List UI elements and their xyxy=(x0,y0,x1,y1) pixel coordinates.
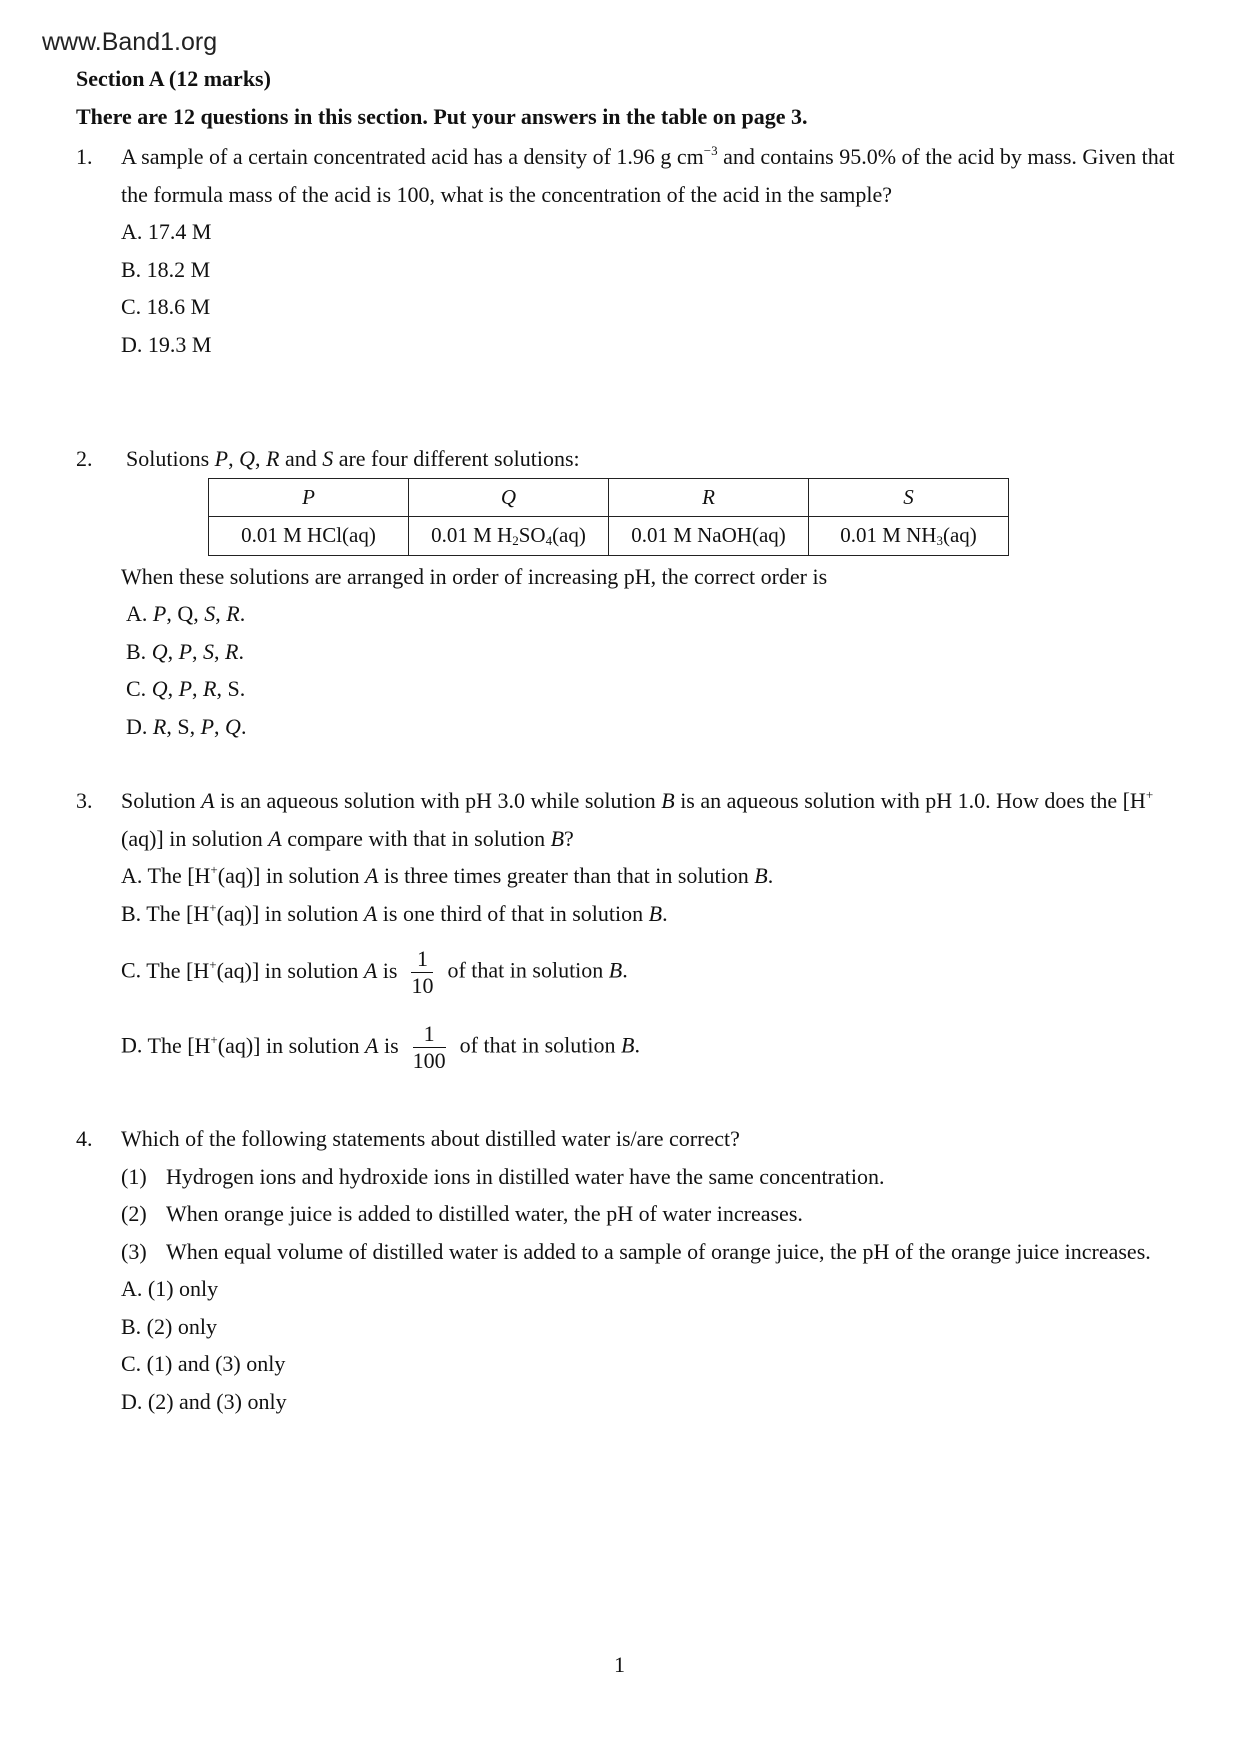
question-number: 2. xyxy=(76,446,93,471)
table-cell: 0.01 M HCl(aq) xyxy=(209,517,409,556)
option-b: B. 18.2 M xyxy=(121,256,211,282)
table-header-row xyxy=(209,478,1009,517)
section-title: Section A (12 marks) xyxy=(76,66,271,91)
option-c: C. (1) and (3) only xyxy=(121,1351,286,1376)
question-number: 3. xyxy=(76,788,93,813)
solutions-table xyxy=(208,478,1009,556)
table-cell: 0.01 M $H_2SO_4(aq)$ xyxy=(409,517,609,556)
table-header: P xyxy=(209,478,409,517)
options xyxy=(121,857,1186,1074)
option-d: D. The [H+(aq)] in solution A is $\frac{1}{100}$ of that in solution B. xyxy=(121,1021,640,1073)
option-b: B. (2) only xyxy=(121,1313,217,1339)
fraction: $\frac{1}{100}$ xyxy=(412,1021,446,1073)
page-number: 1 xyxy=(614,1652,625,1677)
fraction: $\frac{1}{10}$ xyxy=(411,946,434,998)
question-3 xyxy=(76,782,1186,1074)
option-c: C. Q, P, R, S. xyxy=(126,676,246,701)
table-header: S xyxy=(809,478,1009,517)
option-c: C. 18.6 M xyxy=(121,294,211,319)
section-instructions: There are 12 questions in this section. Put your answers in the table on page 3. xyxy=(76,104,808,129)
option-a: A. The [H+(aq)] in solution A is three times greater than that in solution B. xyxy=(121,862,774,888)
option-d: D. 19.3 M xyxy=(121,331,212,357)
options xyxy=(126,595,1186,745)
statement-3: (3) When equal volume of distilled water is added to a sample of orange juice, the pH of the orange juice increases. xyxy=(121,1238,1151,1264)
question-1 xyxy=(76,138,1186,363)
question-stem: Solutions P, Q, R and S are four different solutions: xyxy=(126,446,580,471)
question-2 xyxy=(76,440,1186,745)
table-header: Q xyxy=(409,478,609,517)
option-b: B. The [H+(aq)] in solution A is one third of that in solution B. xyxy=(121,899,668,926)
option-a: A. P, Q, S, R. xyxy=(126,601,246,626)
statements xyxy=(121,1158,1186,1271)
site-watermark: www.Band1.org xyxy=(42,28,218,56)
option-a: A. (1) only xyxy=(121,1276,219,1301)
option-d: D. (2) and (3) only xyxy=(121,1388,287,1414)
question-number: 1. xyxy=(76,144,93,169)
question-stem: Solution A is an aqueous solution with pH 3.0 while solution B is an aqueous solution with pH 1.0. How does the [H+(aq)] in solution A compare with that in solution B? xyxy=(121,787,1154,851)
question-stem: Which of the following statements about distilled water is/are correct? xyxy=(121,1126,740,1151)
option-d: D. R, S, P, Q. xyxy=(126,713,247,739)
table-cell: 0.01 M NaOH(aq) xyxy=(609,517,809,556)
statement-2: (2) When orange juice is added to distilled water, the pH of water increases. xyxy=(121,1201,803,1226)
table-cell: 0.01 M $NH_3(aq)$ xyxy=(809,517,1009,556)
options xyxy=(121,1270,1186,1420)
option-a: A. 17.4 M xyxy=(121,219,212,244)
question-number: 4. xyxy=(76,1126,93,1151)
statement-1: (1) Hydrogen ions and hydroxide ions in distilled water have the same concentration. xyxy=(121,1163,885,1189)
option-c: C. The [H+(aq)] in solution A is $\frac{1}{10}$ of that in solution B. xyxy=(121,946,628,998)
table-row xyxy=(209,517,1009,556)
question-4 xyxy=(76,1120,1186,1420)
question-prompt: When these solutions are arranged in order of increasing pH, the correct order is xyxy=(121,563,828,589)
options xyxy=(121,213,1186,363)
question-stem: A sample of a certain concentrated acid has a density of 1.96 g $cm^{-3}$ and contains 95.0% of the acid by mass. Given that the formula mass of the acid is 100, what is the concentration of the acid in the sample? xyxy=(121,143,1175,207)
table-header: R xyxy=(609,478,809,517)
option-b: B. Q, P, S, R. xyxy=(126,638,244,664)
